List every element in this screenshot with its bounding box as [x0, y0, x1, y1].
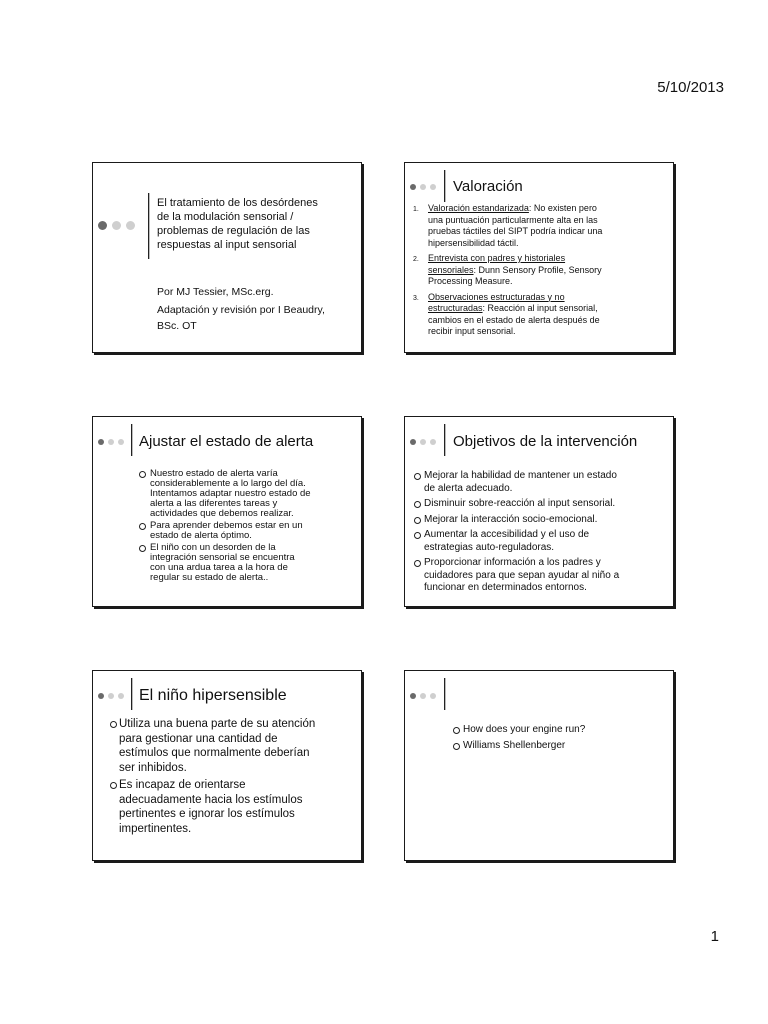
slide-dots [410, 439, 436, 445]
slide-dots [410, 693, 436, 699]
dot-icon [430, 439, 436, 445]
slide-title [157, 196, 318, 252]
dot-icon [126, 221, 135, 230]
slide-divider [444, 170, 445, 202]
item-line: Valoración estandarizada: No existen pero [428, 203, 597, 213]
dot-icon [420, 184, 426, 190]
list-item: Mejorar la interacción socio-emocional. [414, 514, 619, 527]
slide-divider [131, 678, 132, 710]
slide-3 [92, 416, 362, 607]
slide-divider [444, 678, 445, 710]
dot-icon [112, 221, 121, 230]
title-line: respuestas al input sensorial [157, 239, 297, 251]
author-line: Por MJ Tessier, MSc.erg. [157, 286, 274, 298]
dot-icon [410, 439, 416, 445]
slide-title: Valoración [453, 178, 523, 195]
slide-dots [98, 693, 124, 699]
slide-4 [404, 416, 674, 607]
bullet-list [414, 470, 619, 595]
slide-dots [98, 439, 124, 445]
dot-icon [410, 693, 416, 699]
dot-icon [118, 693, 124, 699]
title-line: El tratamiento de los desórdenes [157, 197, 318, 209]
slide-dots [410, 184, 436, 190]
slide-5 [92, 670, 362, 861]
dot-icon [98, 439, 104, 445]
slide-dots [98, 221, 135, 230]
list-item: Nuestro estado de alerta varía considerablemente a lo largo del día. Intentamos adaptar nuestro estado de alerta a las diferentes tareas y actividades que debemos realizar. [139, 469, 311, 519]
list-item: How does your engine run? [453, 724, 585, 736]
item-line: estructuradas: Reacción al input sensorial, [428, 303, 598, 313]
list-item [413, 253, 602, 288]
list-item: Williams Shellenberger [453, 740, 585, 752]
slide-divider [131, 424, 132, 456]
dot-icon [420, 693, 426, 699]
list-item: Para aprender debemos estar en un estado de alerta óptimo. [139, 521, 311, 541]
list-item: Es incapaz de orientarse adecuadamente hacia los estímulos pertinentes e ignorar los estímulos impertinentes. [110, 778, 315, 836]
dot-icon [118, 439, 124, 445]
page-date: 5/10/2013 [657, 79, 724, 96]
list-item [413, 203, 602, 249]
dot-icon [98, 693, 104, 699]
numbered-list [413, 203, 602, 342]
item-line: Processing Measure. [428, 276, 513, 286]
item-line: Observaciones estructuradas y no [428, 291, 565, 302]
list-item: Proporcionar información a los padres y cuidadores para que sepan ayudar al niño a funcionar en determinados entornos. [414, 557, 619, 595]
author-line: Adaptación y revisión por I Beaudry, [157, 304, 325, 316]
item-number: 3. [413, 294, 419, 302]
item-line: sensoriales: Dunn Sensory Profile, Sensory [428, 264, 602, 275]
dot-icon [108, 439, 114, 445]
list-item: Utiliza una buena parte de su atención para gestionar una cantidad de estímulos que normalmente deberían ser inhibidos. [110, 717, 315, 775]
dot-icon [420, 439, 426, 445]
list-item: Mejorar la habilidad de mantener un estado de alerta adecuado. [414, 470, 619, 495]
bullet-list [139, 469, 311, 583]
dot-icon [108, 693, 114, 699]
dot-icon [430, 184, 436, 190]
bullet-list [110, 717, 315, 836]
author-line: BSc. OT [157, 320, 197, 332]
list-item: El niño con un desorden de la integración sensorial se encuentra con una ardua tarea a la hora de regular su estado de alerta.. [139, 543, 311, 583]
dot-icon [430, 693, 436, 699]
title-line: problemas de regulación de las [157, 225, 310, 237]
slide-title: Ajustar el estado de alerta [139, 433, 314, 450]
list-item: Aumentar la accesibilidad y el uso de estrategias auto-reguladoras. [414, 529, 619, 554]
list-item: Disminuir sobre-reacción al input sensorial. [414, 498, 619, 511]
slide-divider [148, 193, 149, 259]
item-line: cambios en el estado de alerta después de [428, 314, 600, 325]
list-item [413, 292, 602, 338]
author-block [157, 284, 325, 334]
item-line: una puntuación particularmente alta en las [428, 214, 598, 225]
slide-title: El niño hipersensible [139, 687, 287, 704]
page-number: 1 [710, 928, 719, 945]
slide-divider [444, 424, 445, 456]
bullet-list [453, 724, 585, 752]
title-line: de la modulación sensorial / [157, 211, 294, 223]
slide-6 [404, 670, 674, 861]
item-line: Entrevista con padres y historiales [428, 253, 566, 263]
item-line: pruebas táctiles del SIPT podría indicar una [428, 226, 603, 236]
item-number: 2. [413, 256, 419, 263]
dot-icon [410, 184, 416, 190]
dot-icon [98, 221, 107, 230]
slide-title: Objetivos de la intervención [453, 433, 638, 450]
item-line: recibir input sensorial. [428, 326, 516, 336]
slide-1 [92, 162, 362, 353]
item-line: hipersensibilidad táctil. [428, 237, 519, 248]
item-number: 1. [413, 206, 419, 213]
slide-2 [404, 162, 674, 353]
